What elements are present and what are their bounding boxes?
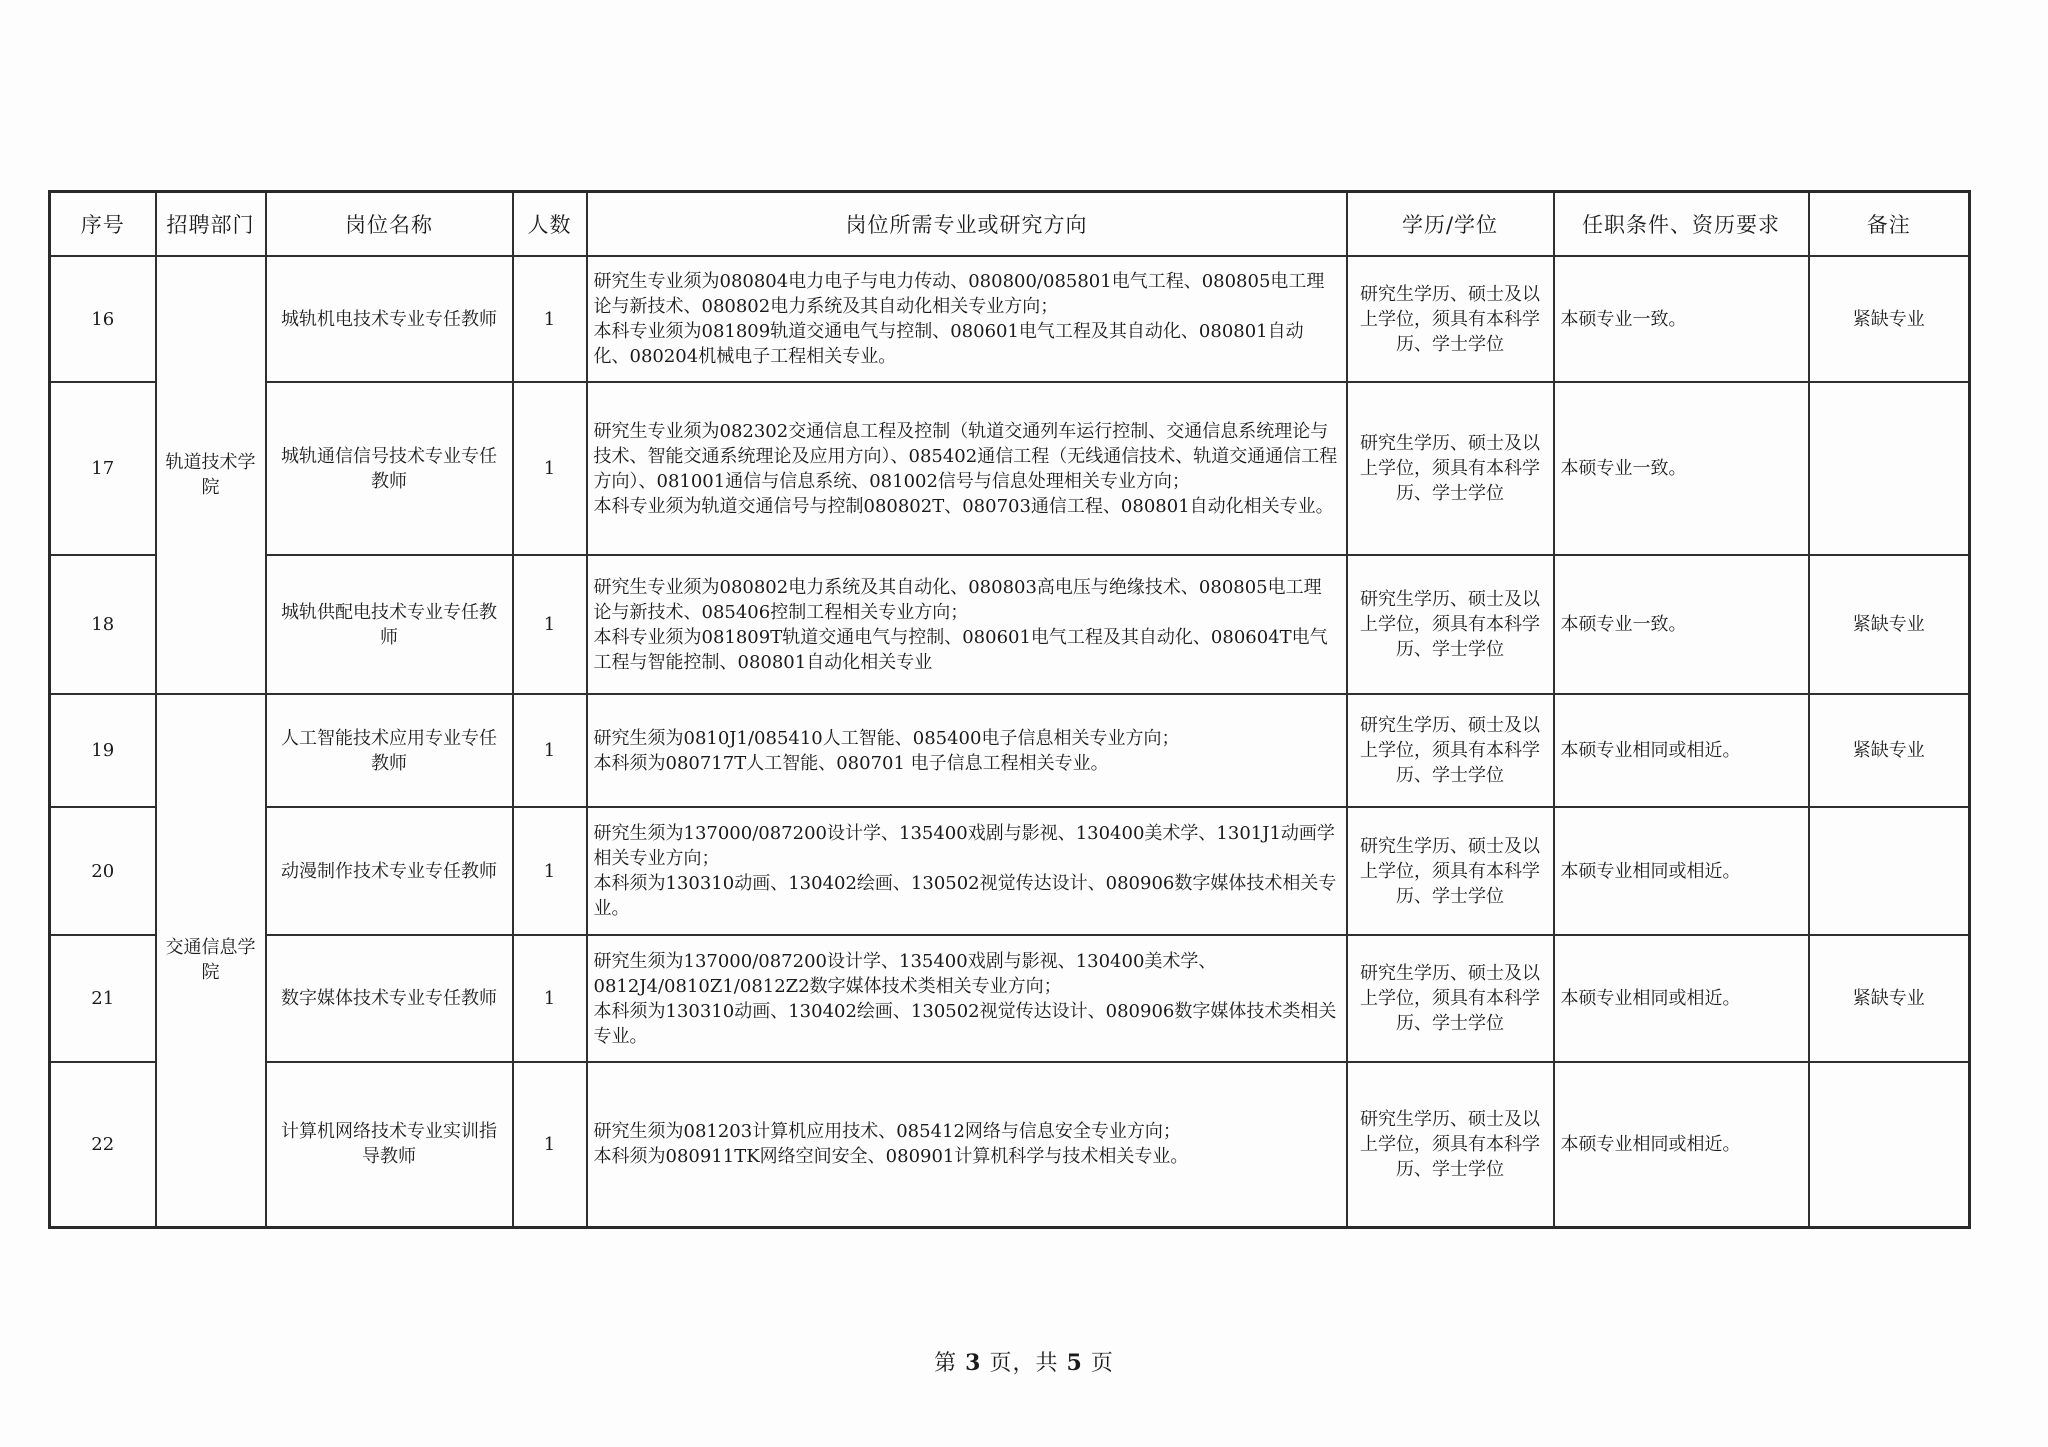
major-graduate: 研究生须为0810J1/085410人工智能、085400电子信息相关专业方向； bbox=[593, 727, 1180, 749]
header-num: 序号 bbox=[50, 192, 156, 257]
page-footer bbox=[0, 1346, 2048, 1377]
education-requirement: 研究生学历、硕士及以上学位，须具有本科学历、学士学位 bbox=[1347, 694, 1554, 807]
qualification-requirement: 本硕专业相同或相近。 bbox=[1554, 1062, 1809, 1227]
major-requirements bbox=[587, 694, 1347, 807]
major-requirements bbox=[587, 807, 1347, 935]
education-requirement: 研究生学历、硕士及以上学位，须具有本科学历、学士学位 bbox=[1347, 807, 1554, 935]
headcount: 1 bbox=[513, 807, 587, 935]
footer-prefix: 第 bbox=[934, 1351, 958, 1376]
education-requirement: 研究生学历、硕士及以上学位，须具有本科学历、学士学位 bbox=[1347, 935, 1554, 1062]
footer-total-pages: 5 bbox=[1066, 1350, 1083, 1376]
headcount: 1 bbox=[513, 694, 587, 807]
footer-middle: 页，共 bbox=[989, 1351, 1059, 1376]
major-requirements bbox=[587, 382, 1347, 555]
headcount: 1 bbox=[513, 1062, 587, 1227]
major-graduate: 研究生须为081203计算机应用技术、085412网络与信息安全专业方向； bbox=[593, 1121, 1181, 1143]
header-major: 岗位所需专业或研究方向 bbox=[587, 192, 1347, 257]
table-row bbox=[50, 694, 1970, 807]
note bbox=[1809, 382, 1970, 555]
row-number: 20 bbox=[50, 807, 156, 935]
education-requirement: 研究生学历、硕士及以上学位，须具有本科学历、学士学位 bbox=[1347, 256, 1554, 382]
major-undergraduate: 本科专业须为轨道交通信号与控制080802T、080703通信工程、080801自动化相关专业。 bbox=[593, 495, 1334, 517]
major-undergraduate: 本科须为130310动画、130402绘画、130502视觉传达设计、080906数字媒体技术相关专业。 bbox=[593, 873, 1337, 919]
note: 紧缺专业 bbox=[1809, 935, 1970, 1062]
major-requirements bbox=[587, 256, 1347, 382]
header-education: 学历/学位 bbox=[1347, 192, 1554, 257]
table-row bbox=[50, 382, 1970, 555]
table-row bbox=[50, 1062, 1970, 1227]
table-row bbox=[50, 807, 1970, 935]
qualification-requirement: 本硕专业一致。 bbox=[1554, 555, 1809, 694]
education-requirement: 研究生学历、硕士及以上学位，须具有本科学历、学士学位 bbox=[1347, 1062, 1554, 1227]
table-header-row bbox=[50, 192, 1970, 257]
header-requirements: 任职条件、资历要求 bbox=[1554, 192, 1809, 257]
footer-page-number: 3 bbox=[965, 1350, 982, 1376]
major-undergraduate: 本科专业须为081809T轨道交通电气与控制、080601电气工程及其自动化、080604T电气工程与智能控制、080801自动化相关专业 bbox=[593, 626, 1328, 673]
row-number: 19 bbox=[50, 694, 156, 807]
major-undergraduate: 本科须为130310动画、130402绘画、130502视觉传达设计、080906数字媒体技术类相关专业。 bbox=[593, 1000, 1337, 1047]
major-undergraduate: 本科须为080911TK网络空间安全、080901计算机科学与技术相关专业。 bbox=[593, 1146, 1189, 1168]
note bbox=[1809, 807, 1970, 935]
major-undergraduate: 本科须为080717T人工智能、080701 电子信息工程相关专业。 bbox=[593, 752, 1109, 774]
major-graduate: 研究生须为137000/087200设计学、135400戏剧与影视、130400美术学、1301J1动画学相关专业方向； bbox=[593, 823, 1335, 869]
table-row bbox=[50, 555, 1970, 694]
position-name: 城轨供配电技术专业专任教师 bbox=[266, 555, 513, 694]
table-row bbox=[50, 935, 1970, 1062]
headcount: 1 bbox=[513, 382, 587, 555]
headcount: 1 bbox=[513, 935, 587, 1062]
position-name: 计算机网络技术专业实训指导教师 bbox=[266, 1062, 513, 1227]
footer-suffix: 页 bbox=[1090, 1351, 1114, 1376]
qualification-requirement: 本硕专业一致。 bbox=[1554, 256, 1809, 382]
header-note: 备注 bbox=[1809, 192, 1970, 257]
qualification-requirement: 本硕专业相同或相近。 bbox=[1554, 694, 1809, 807]
note: 紧缺专业 bbox=[1809, 256, 1970, 382]
education-requirement: 研究生学历、硕士及以上学位，须具有本科学历、学士学位 bbox=[1347, 382, 1554, 555]
position-name: 人工智能技术应用专业专任教师 bbox=[266, 694, 513, 807]
note: 紧缺专业 bbox=[1809, 555, 1970, 694]
major-requirements bbox=[587, 1062, 1347, 1227]
major-graduate: 研究生专业须为080804电力电子与电力传动、080800/085801电气工程、080805电工理论与新技术、080802电力系统及其自动化相关专业方向； bbox=[593, 271, 1325, 317]
row-number: 22 bbox=[50, 1062, 156, 1227]
recruitment-table bbox=[48, 190, 1971, 1229]
note bbox=[1809, 1062, 1970, 1227]
header-position: 岗位名称 bbox=[266, 192, 513, 257]
qualification-requirement: 本硕专业相同或相近。 bbox=[1554, 935, 1809, 1062]
header-count: 人数 bbox=[513, 192, 587, 257]
qualification-requirement: 本硕专业一致。 bbox=[1554, 382, 1809, 555]
major-graduate: 研究生专业须为080802电力系统及其自动化、080803高电压与绝缘技术、080805电工理论与新技术、085406控制工程相关专业方向； bbox=[593, 576, 1322, 623]
qualification-requirement: 本硕专业相同或相近。 bbox=[1554, 807, 1809, 935]
position-name: 动漫制作技术专业专任教师 bbox=[266, 807, 513, 935]
row-number: 21 bbox=[50, 935, 156, 1062]
major-requirements bbox=[587, 935, 1347, 1062]
headcount: 1 bbox=[513, 555, 587, 694]
position-name: 城轨机电技术专业专任教师 bbox=[266, 256, 513, 382]
position-name: 城轨通信信号技术专业专任教师 bbox=[266, 382, 513, 555]
header-dept: 招聘部门 bbox=[156, 192, 266, 257]
row-number: 17 bbox=[50, 382, 156, 555]
row-number: 18 bbox=[50, 555, 156, 694]
row-number: 16 bbox=[50, 256, 156, 382]
major-graduate: 研究生专业须为082302交通信息工程及控制（轨道交通列车运行控制、交通信息系统理论与技术、智能交通系统理论及应用方向）、085402通信工程（无线通信技术、轨道交通通信工程方向）、081001通信与信息系统、081002信号与信息处理相关专业方向； bbox=[593, 420, 1338, 492]
education-requirement: 研究生学历、硕士及以上学位，须具有本科学历、学士学位 bbox=[1347, 555, 1554, 694]
dept-cell-info: 交通信息学院 bbox=[156, 694, 266, 1227]
table-row bbox=[50, 256, 1970, 382]
major-graduate: 研究生须为137000/087200设计学、135400戏剧与影视、130400美术学、0812J4/0810Z1/0812Z2数字媒体技术类相关专业方向； bbox=[593, 950, 1217, 997]
note: 紧缺专业 bbox=[1809, 694, 1970, 807]
position-name: 数字媒体技术专业专任教师 bbox=[266, 935, 513, 1062]
headcount: 1 bbox=[513, 256, 587, 382]
major-undergraduate: 本科专业须为081809轨道交通电气与控制、080601电气工程及其自动化、080801自动化、080204机械电子工程相关专业。 bbox=[593, 321, 1304, 367]
dept-cell-rail: 轨道技术学院 bbox=[156, 256, 266, 694]
major-requirements bbox=[587, 555, 1347, 694]
